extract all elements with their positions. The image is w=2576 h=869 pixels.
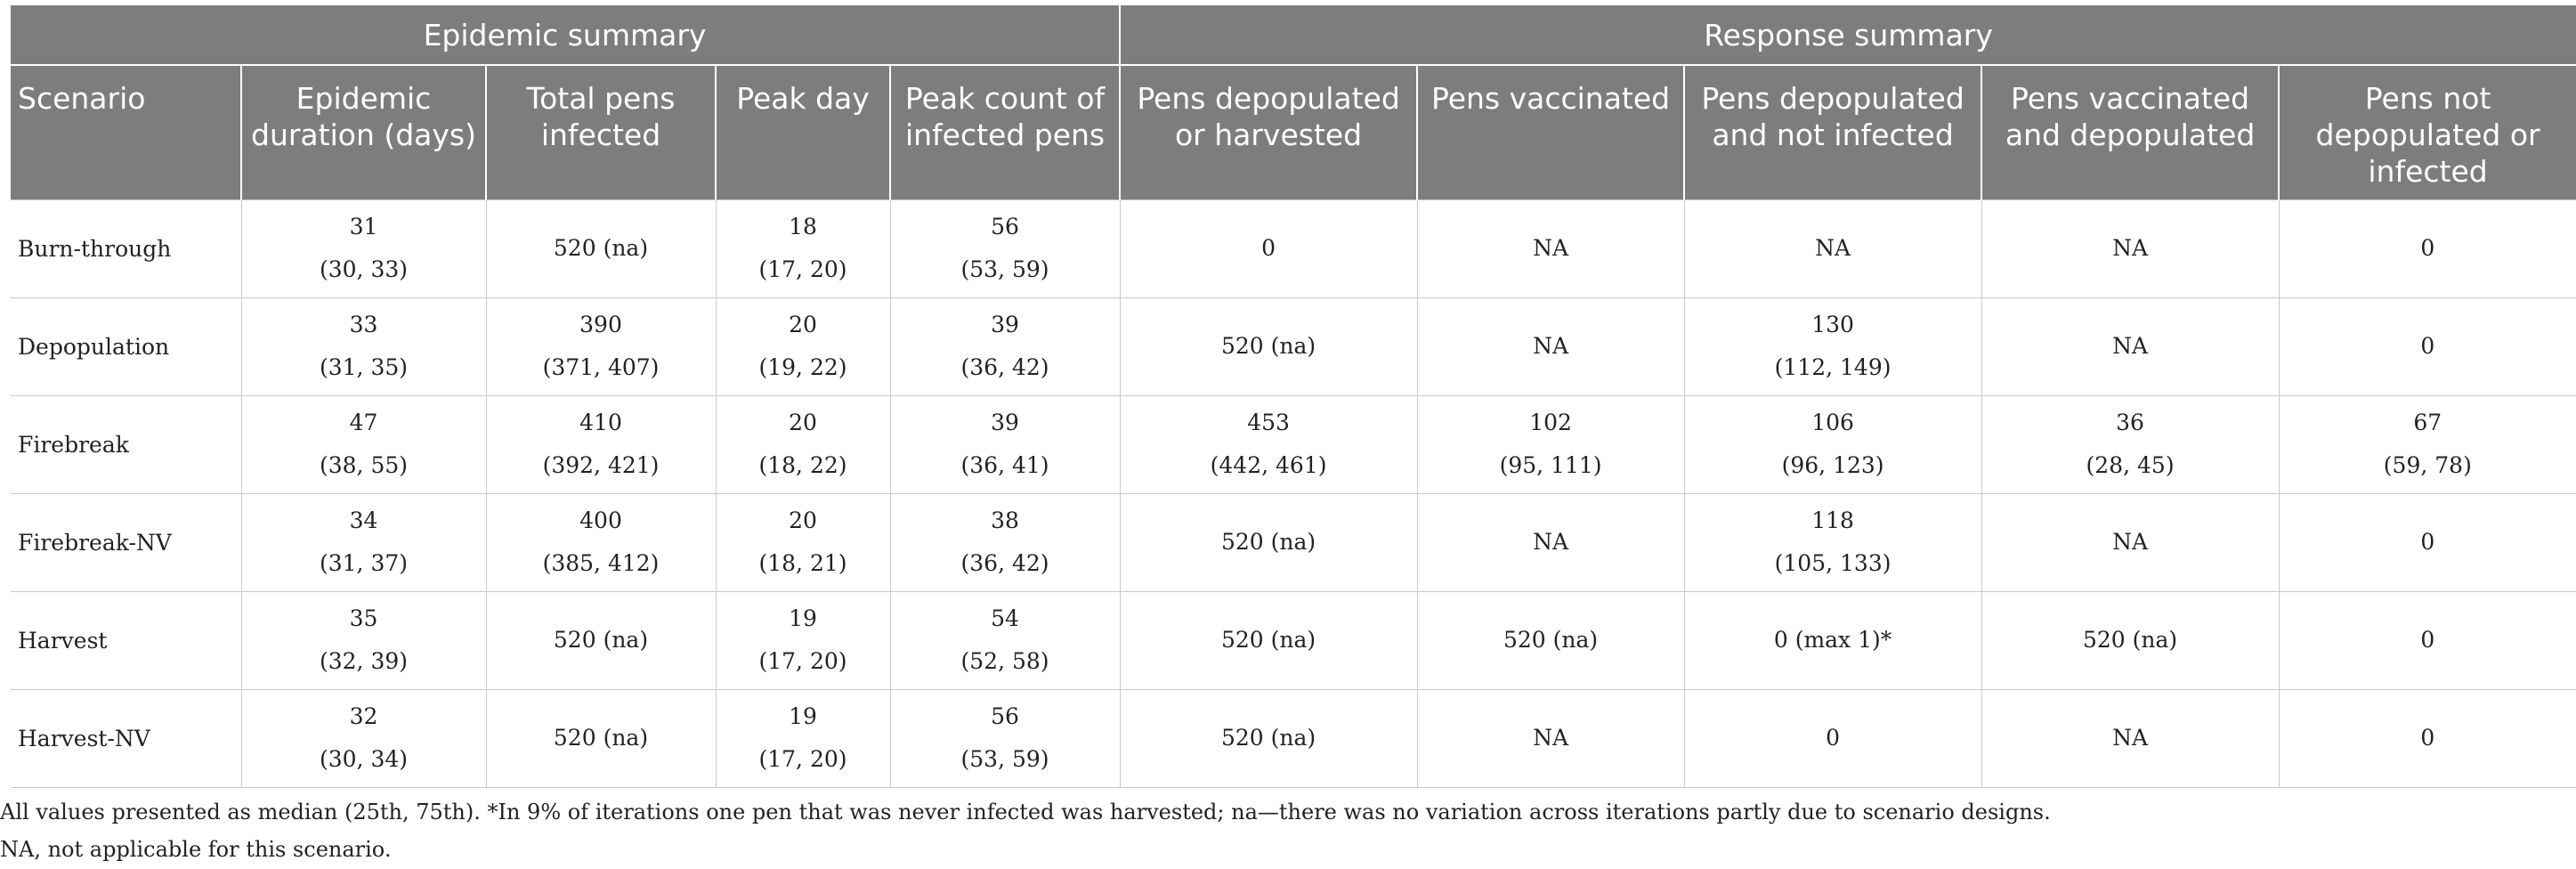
column-header-peak-day: Peak day <box>716 65 890 199</box>
median-value: NA <box>2112 235 2149 261</box>
median-value: 0 <box>1261 235 1276 261</box>
median-value: NA <box>1815 235 1851 261</box>
footnote-values-note: All values presented as median (25th, 75th). *In 9% of iterations one pen that was never infected was harvested; na—there was no variation across iterations partly due to scenario designs. <box>0 800 2051 824</box>
value-cell <box>1417 689 1684 787</box>
value-cell <box>1981 591 2279 689</box>
interquartile-range: (371, 407) <box>542 354 660 380</box>
table-row <box>11 591 2576 689</box>
median-value: 520 (na) <box>1220 725 1316 751</box>
value-cell <box>1981 395 2279 493</box>
median-value: 390 <box>579 312 622 337</box>
median-value: NA <box>1533 529 1569 555</box>
median-value: 47 <box>349 410 378 435</box>
value-cell <box>1120 493 1417 591</box>
interquartile-range: (32, 39) <box>319 648 409 674</box>
median-value: NA <box>1533 725 1569 751</box>
value-cell <box>241 297 486 395</box>
median-value: 520 (na) <box>553 725 649 751</box>
median-value: 38 <box>991 508 1019 533</box>
interquartile-range: (28, 45) <box>2086 452 2175 478</box>
column-header-epidemic-duration: Epidemic duration (days) <box>241 65 486 199</box>
value-cell <box>716 689 890 787</box>
median-value: 20 <box>789 312 817 337</box>
interquartile-range: (392, 421) <box>542 452 660 478</box>
value-cell <box>716 493 890 591</box>
median-value: 520 (na) <box>553 627 649 653</box>
value-cell <box>890 297 1120 395</box>
value-cell <box>1684 689 1981 787</box>
scenario-cell: Harvest-NV <box>11 689 241 787</box>
median-value: 102 <box>1529 410 1572 435</box>
value-cell <box>486 297 716 395</box>
median-value: 520 (na) <box>2082 627 2178 653</box>
median-value: 0 (max 1)* <box>1773 627 1892 653</box>
value-cell <box>716 395 890 493</box>
median-value: 39 <box>991 312 1019 337</box>
table-row <box>11 395 2576 493</box>
value-cell <box>1417 297 1684 395</box>
interquartile-range: (36, 41) <box>960 452 1049 478</box>
column-header-total-pens-infected: Total pens infected <box>486 65 716 199</box>
value-cell <box>241 199 486 297</box>
value-cell <box>716 199 890 297</box>
median-value: 0 <box>2420 235 2435 261</box>
group-header-response: Response summary <box>1120 5 2576 65</box>
median-value: 520 (na) <box>1220 627 1316 653</box>
interquartile-range: (105, 133) <box>1774 550 1891 576</box>
column-header-scenario: Scenario <box>11 65 241 199</box>
interquartile-range: (38, 55) <box>319 452 409 478</box>
interquartile-range: (17, 20) <box>758 256 847 282</box>
median-value: 18 <box>789 214 817 240</box>
table-row <box>11 297 2576 395</box>
value-cell <box>1981 199 2279 297</box>
results-table <box>11 5 2576 788</box>
median-value: 520 (na) <box>1503 627 1599 653</box>
table-body <box>11 199 2576 787</box>
scenario-cell: Firebreak <box>11 395 241 493</box>
median-value: 410 <box>579 410 622 435</box>
value-cell <box>241 689 486 787</box>
median-value: 520 (na) <box>1220 529 1316 555</box>
median-value: 19 <box>789 605 817 631</box>
value-cell <box>486 395 716 493</box>
median-value: 520 (na) <box>1220 333 1316 359</box>
median-value: 56 <box>991 703 1019 729</box>
median-value: 19 <box>789 703 817 729</box>
median-value: 20 <box>789 508 817 533</box>
median-value: NA <box>2112 333 2149 359</box>
value-cell <box>1120 297 1417 395</box>
interquartile-range: (31, 37) <box>319 550 409 576</box>
median-value: 0 <box>2420 627 2435 653</box>
interquartile-range: (31, 35) <box>319 354 409 380</box>
median-value: 33 <box>349 312 378 337</box>
interquartile-range: (19, 22) <box>758 354 847 380</box>
value-cell <box>1120 199 1417 297</box>
interquartile-range: (30, 34) <box>319 746 409 772</box>
interquartile-range: (385, 412) <box>542 550 660 576</box>
value-cell <box>1981 689 2279 787</box>
value-cell <box>2279 689 2576 787</box>
median-value: NA <box>1533 333 1569 359</box>
median-value: 0 <box>1826 725 1841 751</box>
interquartile-range: (59, 78) <box>2383 452 2472 478</box>
median-value: 34 <box>349 508 378 533</box>
table-row <box>11 493 2576 591</box>
median-value: 0 <box>2420 725 2435 751</box>
value-cell <box>716 591 890 689</box>
value-cell <box>1981 493 2279 591</box>
interquartile-range: (18, 21) <box>758 550 847 576</box>
value-cell <box>890 591 1120 689</box>
median-value: 453 <box>1247 410 1290 435</box>
median-value: 35 <box>349 605 378 631</box>
median-value: 106 <box>1811 410 1854 435</box>
value-cell <box>241 493 486 591</box>
scenario-cell: Burn-through <box>11 199 241 297</box>
interquartile-range: (112, 149) <box>1774 354 1891 380</box>
value-cell <box>1981 297 2279 395</box>
value-cell <box>890 689 1120 787</box>
value-cell <box>1684 493 1981 591</box>
value-cell <box>1120 591 1417 689</box>
scenario-cell: Firebreak-NV <box>11 493 241 591</box>
column-header-peak-count: Peak count of infected pens <box>890 65 1120 199</box>
value-cell <box>1417 395 1684 493</box>
median-value: 0 <box>2420 529 2435 555</box>
value-cell <box>2279 591 2576 689</box>
median-value: 118 <box>1811 508 1854 533</box>
median-value: 520 (na) <box>553 235 649 261</box>
median-value: 36 <box>2116 410 2144 435</box>
column-header-pens-depopulated-or-harvested: Pens depopulated or harvested <box>1120 65 1417 199</box>
interquartile-range: (17, 20) <box>758 746 847 772</box>
median-value: 0 <box>2420 333 2435 359</box>
median-value: NA <box>1533 235 1569 261</box>
footnote-na-note: NA, not applicable for this scenario. <box>0 837 392 862</box>
value-cell <box>1120 689 1417 787</box>
median-value: 400 <box>579 508 622 533</box>
value-cell <box>2279 395 2576 493</box>
table-row <box>11 689 2576 787</box>
interquartile-range: (36, 42) <box>960 354 1049 380</box>
value-cell <box>1417 493 1684 591</box>
value-cell <box>1684 591 1981 689</box>
median-value: NA <box>2112 725 2149 751</box>
median-value: NA <box>2112 529 2149 555</box>
median-value: 39 <box>991 410 1019 435</box>
value-cell <box>1417 591 1684 689</box>
median-value: 130 <box>1811 312 1854 337</box>
value-cell <box>890 199 1120 297</box>
median-value: 20 <box>789 410 817 435</box>
value-cell <box>486 199 716 297</box>
interquartile-range: (18, 22) <box>758 452 847 478</box>
value-cell <box>2279 199 2576 297</box>
value-cell <box>2279 493 2576 591</box>
interquartile-range: (95, 111) <box>1499 452 1602 478</box>
interquartile-range: (53, 59) <box>960 256 1049 282</box>
value-cell <box>1120 395 1417 493</box>
value-cell <box>890 493 1120 591</box>
column-header-pens-vaccinated-and-depopulated: Pens vaccinated and depopulated <box>1981 65 2279 199</box>
table-row <box>11 199 2576 297</box>
interquartile-range: (36, 42) <box>960 550 1049 576</box>
value-cell <box>716 297 890 395</box>
value-cell <box>486 493 716 591</box>
interquartile-range: (96, 123) <box>1781 452 1884 478</box>
value-cell <box>2279 297 2576 395</box>
value-cell <box>1684 297 1981 395</box>
median-value: 32 <box>349 703 378 729</box>
value-cell <box>486 689 716 787</box>
median-value: 31 <box>349 214 378 240</box>
median-value: 56 <box>991 214 1019 240</box>
group-header-epidemic: Epidemic summary <box>11 5 1120 65</box>
median-value: 54 <box>991 605 1019 631</box>
value-cell <box>241 395 486 493</box>
interquartile-range: (17, 20) <box>758 648 847 674</box>
median-value: 67 <box>2413 410 2442 435</box>
interquartile-range: (52, 58) <box>960 648 1049 674</box>
value-cell <box>1684 395 1981 493</box>
value-cell <box>1684 199 1981 297</box>
scenario-cell: Harvest <box>11 591 241 689</box>
column-header-pens-not-depopulated-or-infected: Pens not depopulated or infected <box>2279 65 2576 199</box>
interquartile-range: (442, 461) <box>1210 452 1327 478</box>
value-cell <box>486 591 716 689</box>
value-cell <box>890 395 1120 493</box>
interquartile-range: (30, 33) <box>319 256 409 282</box>
value-cell <box>241 591 486 689</box>
scenario-cell: Depopulation <box>11 297 241 395</box>
value-cell <box>1417 199 1684 297</box>
column-header-pens-vaccinated: Pens vaccinated <box>1417 65 1684 199</box>
column-header-pens-depopulated-not-infected: Pens depopulated and not infected <box>1684 65 1981 199</box>
interquartile-range: (53, 59) <box>960 746 1049 772</box>
